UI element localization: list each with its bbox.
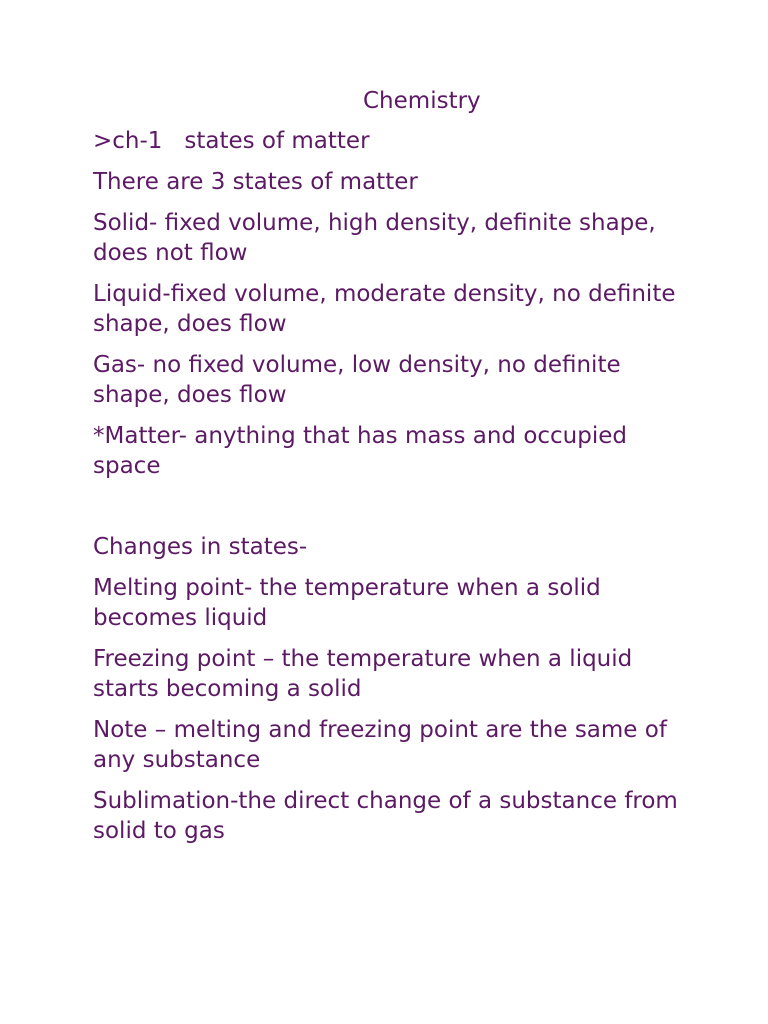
paragraph-note: Note – melting and freezing point are the same of any substance (93, 717, 675, 773)
paragraph-melting-point: Melting point- the temperature when a solid becomes liquid (93, 575, 609, 631)
paragraph-states-count: There are 3 states of matter (93, 169, 418, 195)
paragraph-sublimation: Sublimation-the direct change of a substance from solid to gas (93, 788, 686, 844)
paragraph-changes-heading: Changes in states- (93, 534, 308, 560)
paragraph-liquid: Liquid-fixed volume, moderate density, no definite shape, does flow (93, 281, 683, 337)
paragraph-spacer (93, 492, 683, 532)
document-body (93, 86, 686, 857)
document-title: Chemistry (363, 88, 481, 114)
paragraph-chapter-heading: >ch-1 states of matter (93, 128, 370, 154)
paragraph-solid: Solid- fixed volume, high density, definite shape, does not flow (93, 210, 664, 266)
paragraph-freezing-point: Freezing point – the temperature when a liquid starts becoming a solid (93, 646, 640, 702)
paragraph-matter-definition: *Matter- anything that has mass and occupied space (93, 423, 635, 479)
paragraph-gas: Gas- no fixed volume, low density, no definite shape, does flow (93, 352, 628, 408)
